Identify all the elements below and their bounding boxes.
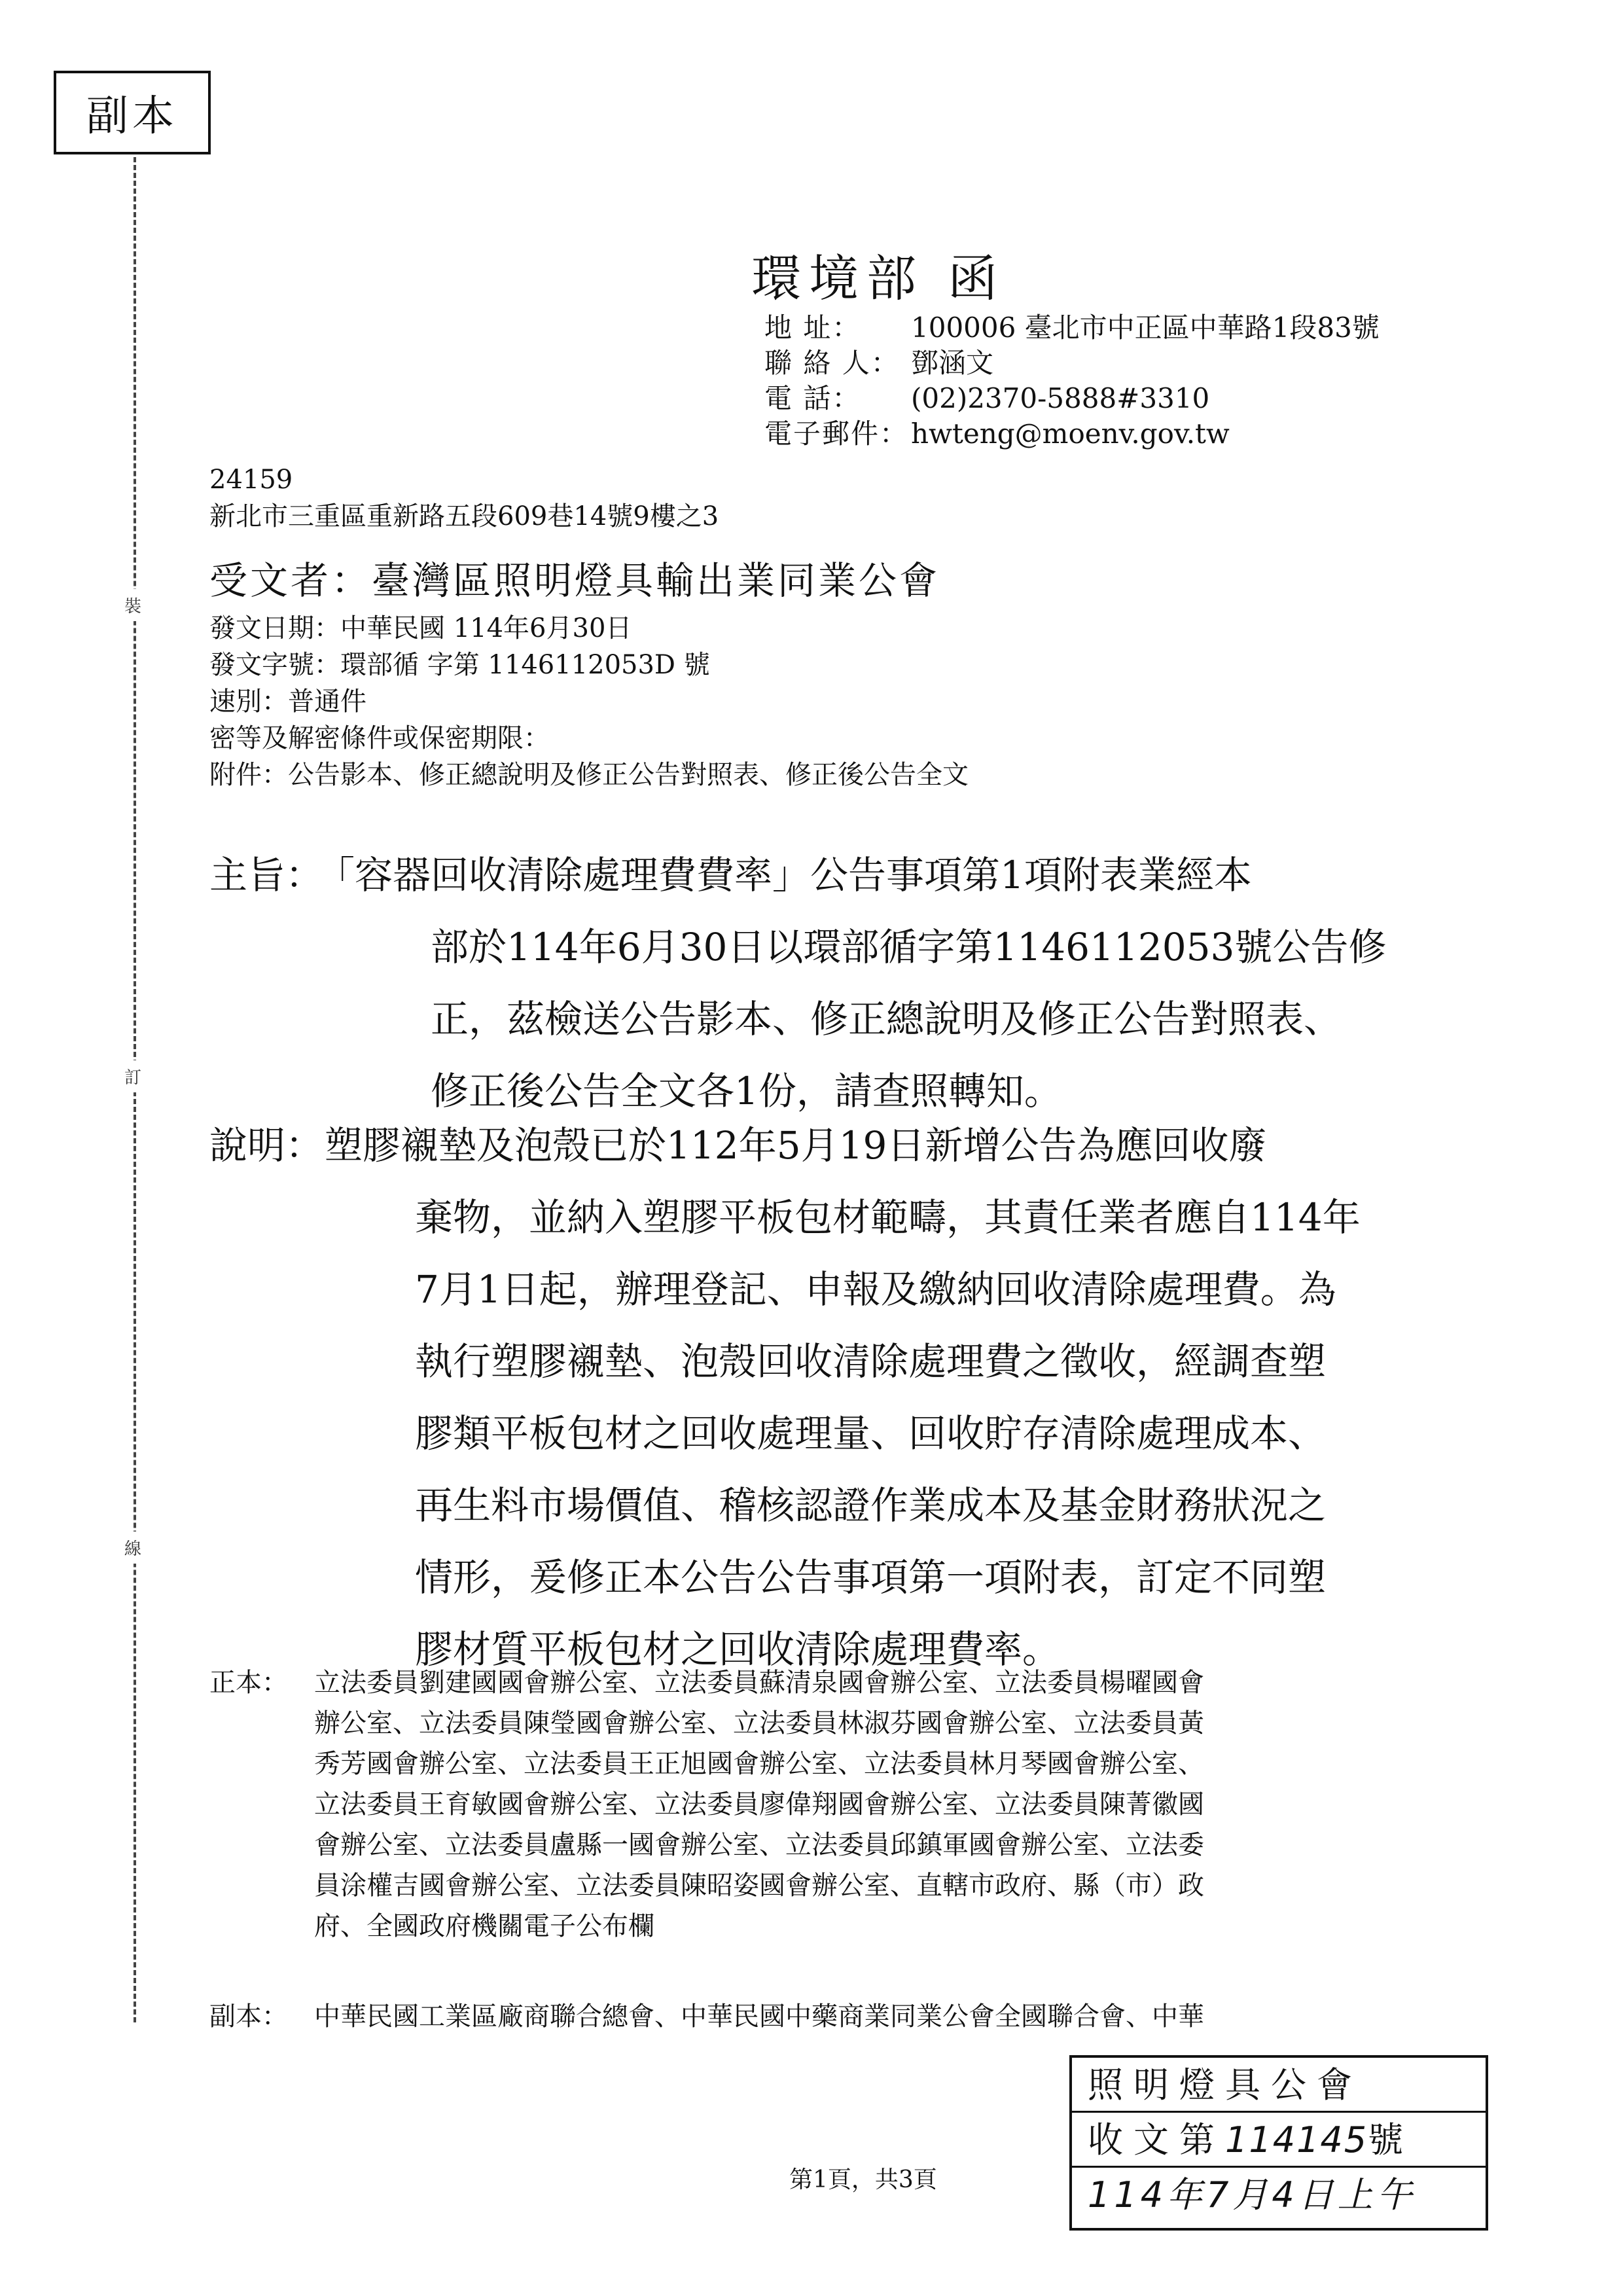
- stamp-receipt-number: 114145: [1225, 2119, 1368, 2161]
- explanation-line: 塑膠襯墊及泡殼已於112年5月19日新增公告為應回收廢: [325, 1123, 1267, 1168]
- copy-label: 副本：: [209, 2001, 288, 2032]
- explanation-line: 再生料市場價值、稽核認證作業成本及基金財務狀況之: [415, 1483, 1327, 1528]
- stamp-receipt-suffix: 號: [1368, 2119, 1414, 2161]
- secrecy-level: 密等及解密條件或保密期限：: [209, 723, 550, 753]
- stamp-receipt-row: [1072, 2113, 1486, 2168]
- contact-address-row: [764, 310, 1380, 346]
- contact-phone-row: [764, 381, 1380, 416]
- receipt-stamp: [1069, 2055, 1488, 2231]
- stamp-receipt-prefix: 收文第: [1088, 2119, 1225, 2161]
- contact-label: 電 話：: [764, 382, 861, 414]
- document-title: 環境部 函: [751, 249, 1006, 308]
- issue-date: 發文日期：中華民國 114年6月30日: [209, 613, 632, 643]
- page-number: 第1頁，共3頁: [789, 2166, 937, 2193]
- contact-value: (02)2370-5888#3310: [911, 382, 1210, 414]
- explanation-text: [317, 1109, 1620, 1685]
- subject-section: [209, 839, 1620, 1127]
- subject-line: 「容器回收清除處理費費率」公告事項第1項附表業經本: [317, 853, 1252, 897]
- binding-char-2: 訂: [124, 1060, 141, 1092]
- explanation-line: 執行塑膠襯墊、泡殼回收清除處理費之徵收，經調查塑: [415, 1339, 1327, 1384]
- explanation-label: 說明：: [209, 1123, 324, 1168]
- contact-value: 鄧涵文: [911, 347, 994, 379]
- contact-email-row: [764, 416, 1380, 452]
- explanation-line: 7月1日起，辦理登記、申報及繳納回收清除處理費。為: [415, 1267, 1336, 1312]
- copy-list: [314, 1996, 1204, 2037]
- original-line: 員涂權吉國會辦公室、立法委員陳昭姿國會辦公室、直轄市政府、縣（市）政: [314, 1871, 1204, 1901]
- binding-char-3: 線: [124, 1532, 141, 1564]
- subject-line: 修正後公告全文各1份，請查照轉知。: [431, 1069, 1062, 1113]
- explanation-line: 膠材質平板包材之回收清除處理費率。: [415, 1627, 1061, 1672]
- original-recipients: [209, 1662, 1204, 1946]
- document-number: 發文字號：環部循 字第 1146112053D 號: [209, 650, 710, 680]
- contact-person-row: [764, 346, 1380, 381]
- copy-mark: 副本: [86, 92, 178, 141]
- original-line: 立法委員王育敏國會辦公室、立法委員廖偉翔國會辦公室、立法委員陳菁徽國: [314, 1789, 1204, 1820]
- original-list: [314, 1662, 1204, 1946]
- subject-label: 主旨：: [209, 853, 324, 897]
- explanation-line: 棄物，並納入塑膠平板包材範疇，其責任業者應自114年: [415, 1195, 1361, 1240]
- original-line: 秀芳國會辦公室、立法委員王正旭國會辦公室、立法委員林月琴國會辦公室、: [314, 1749, 1204, 1779]
- delivery-speed: 速別：普通件: [209, 687, 366, 717]
- street-address: 新北市三重區重新路五段609巷14號9樓之3: [209, 501, 719, 531]
- original-label: 正本：: [209, 1668, 288, 1698]
- document-meta: [209, 610, 969, 793]
- subject-text: [317, 839, 1620, 1127]
- copy-mark-box: [54, 71, 211, 154]
- original-line: 立法委員劉建國國會辦公室、立法委員蘇清泉國會辦公室、立法委員楊曜國會: [314, 1668, 1204, 1698]
- recipient: 受文者：臺灣區照明燈具輸出業同業公會: [209, 558, 940, 603]
- postal-code: 24159: [209, 465, 293, 495]
- stamp-date: 114年7月4日上午: [1088, 2174, 1416, 2215]
- contact-value: hwteng@moenv.gov.tw: [911, 418, 1230, 450]
- recipient-address: [209, 461, 719, 535]
- subject-line: 部於114年6月30日以環部循字第1146112053號公告修: [431, 925, 1387, 969]
- attachments: 附件：公告影本、修正總說明及修正公告對照表、修正後公告全文: [209, 760, 969, 790]
- original-line: 辦公室、立法委員陳瑩國會辦公室、立法委員林淑芬國會辦公室、立法委員黃: [314, 1708, 1204, 1738]
- explanation-line: 膠類平板包材之回收處理量、回收貯存清除處理成本、: [415, 1411, 1327, 1456]
- contact-value: 100006 臺北市中正區中華路1段83號: [911, 312, 1380, 344]
- stamp-org: 照明燈具公會: [1072, 2058, 1486, 2113]
- original-line: 府、全國政府機關電子公布欄: [314, 1911, 654, 1941]
- original-line: 會辦公室、立法委員盧縣一國會辦公室、立法委員邱鎮軍國會辦公室、立法委: [314, 1830, 1204, 1860]
- contact-label: 地 址：: [764, 312, 861, 344]
- copy-recipients: [209, 1996, 1204, 2037]
- contact-block: [764, 310, 1380, 452]
- binding-char-1: 裝: [124, 589, 141, 621]
- copy-line: 中華民國工業區廠商聯合總會、中華民國中藥商業同業公會全國聯合會、中華: [314, 2001, 1204, 2032]
- explanation-section: [209, 1109, 1620, 1685]
- contact-label: 電子郵件：: [764, 418, 909, 450]
- contact-label: 聯 絡 人：: [764, 347, 900, 379]
- subject-line: 正，茲檢送公告影本、修正總說明及修正公告對照表、: [431, 997, 1342, 1041]
- explanation-line: 情形，爰修正本公告公告事項第一項附表，訂定不同塑: [415, 1555, 1327, 1600]
